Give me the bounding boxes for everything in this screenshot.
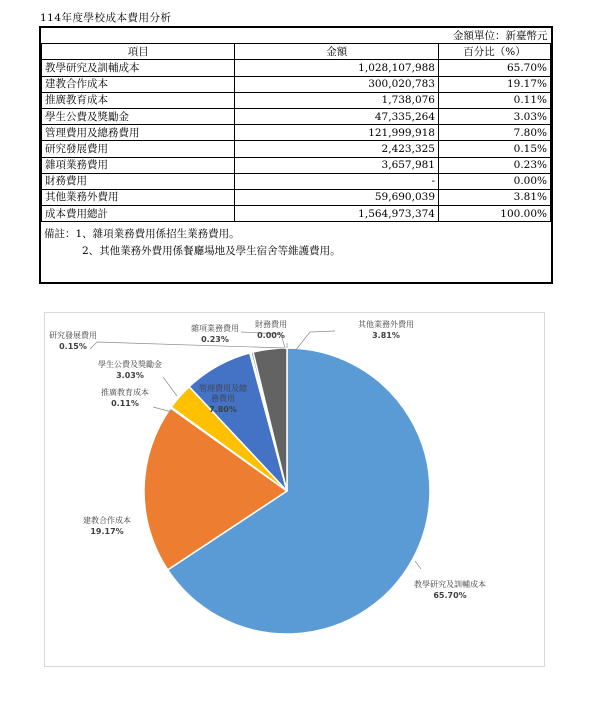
table-row	[42, 189, 551, 205]
row-item: 學生公費及獎勵金	[42, 108, 235, 124]
data-label-category: 其他業務外費用	[358, 320, 414, 329]
row-percent: 0.23%	[439, 157, 551, 173]
leader-line	[90, 342, 284, 349]
data-label-percent: 65.70%	[433, 591, 467, 600]
page-title: 114年度學校成本費用分析	[40, 12, 172, 24]
row-amount: 47,335,264	[235, 108, 439, 124]
data-label-percent: 0.00%	[257, 331, 285, 340]
data-label-category: 教學研究及訓輔成本	[414, 580, 486, 589]
notes	[41, 222, 551, 260]
table-row	[42, 76, 551, 92]
data-label-category: 務費用	[211, 394, 235, 403]
row-item: 雜項業務費用	[42, 157, 235, 173]
pie-chart-area	[44, 312, 545, 667]
data-label-category: 建教合作成本	[83, 516, 131, 525]
note-line-1: 備註：1、雜項業務費用係招生業務費用。	[44, 228, 240, 241]
data-label-percent: 0.11%	[111, 399, 139, 408]
row-amount: 121,999,918	[235, 125, 439, 141]
table-row	[42, 108, 551, 124]
data-label-percent: 3.81%	[372, 331, 400, 340]
note-line-2: 2、其他業務外費用係餐廳場地及學生宿舍等維護費用。	[82, 245, 341, 258]
row-percent: 65.70%	[439, 60, 551, 76]
header-percent: 百分比（%）	[439, 44, 551, 60]
pie-chart	[45, 313, 544, 666]
row-item: 推廣教育成本	[42, 92, 235, 108]
row-amount: 2,423,325	[235, 141, 439, 157]
data-label-category: 財務費用	[255, 320, 287, 329]
row-item: 其他業務外費用	[42, 189, 235, 205]
data-label-category: 雜項業務費用	[191, 324, 239, 333]
row-percent: 3.03%	[439, 108, 551, 124]
cost-table	[39, 26, 553, 284]
row-amount: 59,690,039	[235, 189, 439, 205]
data-label-category: 管理費用及總	[199, 384, 247, 393]
row-amount: 1,738,076	[235, 92, 439, 108]
row-percent: 7.80%	[439, 125, 551, 141]
table-row	[42, 92, 551, 108]
row-percent: 100.00%	[439, 206, 551, 222]
row-item: 成本費用總計	[42, 206, 235, 222]
header-item: 項目	[42, 44, 235, 60]
data-label-percent: 0.23%	[201, 335, 229, 344]
data-label-percent: 7.80%	[209, 405, 237, 414]
table-row	[42, 125, 551, 141]
data-label-percent: 0.15%	[59, 342, 87, 351]
row-amount: 300,020,783	[235, 76, 439, 92]
row-percent: 3.81%	[439, 189, 551, 205]
row-percent: 19.17%	[439, 76, 551, 92]
row-percent: 0.11%	[439, 92, 551, 108]
row-item: 管理費用及總務費用	[42, 125, 235, 141]
header-amount: 金額	[235, 44, 439, 60]
row-percent: 0.15%	[439, 141, 551, 157]
leader-line	[163, 377, 177, 396]
table-row	[42, 157, 551, 173]
row-item: 研究發展費用	[42, 141, 235, 157]
row-amount: 1,564,973,374	[235, 206, 439, 222]
table-row	[42, 173, 551, 189]
unit-row	[42, 28, 551, 44]
leader-line	[415, 561, 421, 569]
data-label-category: 研究發展費用	[49, 331, 97, 340]
row-amount: 3,657,981	[235, 157, 439, 173]
header-row	[42, 44, 551, 60]
table-row	[42, 206, 551, 222]
row-item: 教學研究及訓輔成本	[42, 60, 235, 76]
table-row	[42, 60, 551, 76]
data-label-category: 推廣教育成本	[101, 388, 149, 397]
unit-label: 金額單位：新臺幣元	[42, 28, 551, 44]
table-row	[42, 141, 551, 157]
data-label-category: 學生公費及獎勵金	[98, 360, 162, 369]
row-item: 財務費用	[42, 173, 235, 189]
data-label-percent: 3.03%	[116, 371, 144, 380]
data-label-percent: 19.17%	[90, 527, 124, 536]
row-amount: 1,028,107,988	[235, 60, 439, 76]
row-percent: 0.00%	[439, 173, 551, 189]
row-amount: -	[235, 173, 439, 189]
row-item: 建教合作成本	[42, 76, 235, 92]
